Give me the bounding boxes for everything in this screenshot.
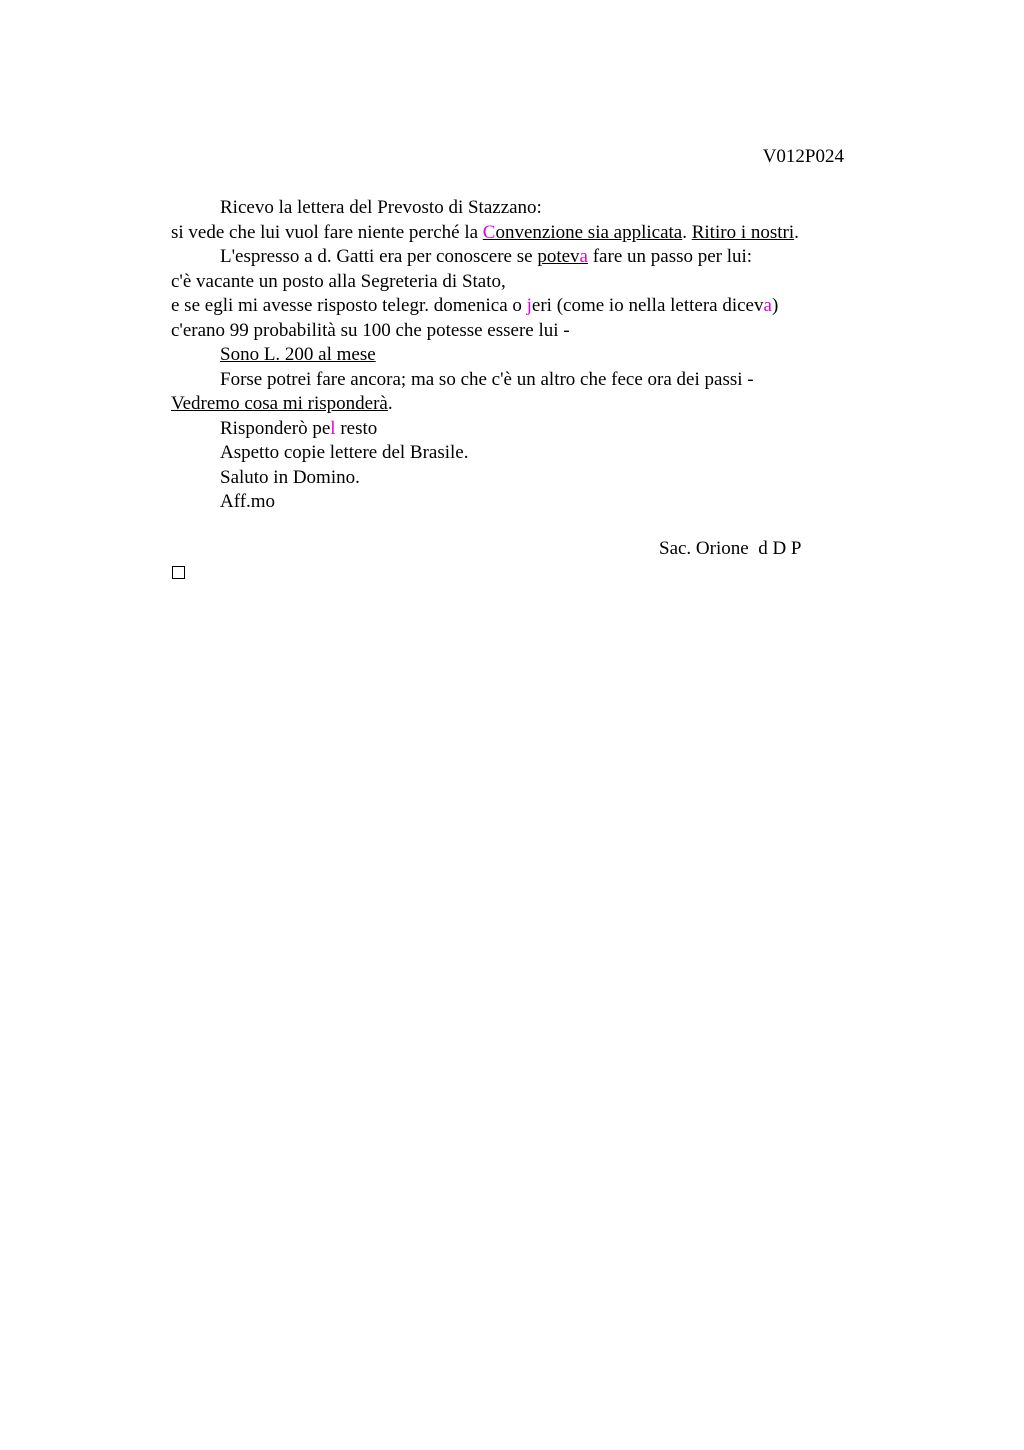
line-5-text-e: ): [771, 295, 779, 316]
correction-mark: j: [526, 295, 532, 316]
correction-mark: a: [579, 246, 588, 267]
line-4: c'è vacante un posto alla Segreteria di Stato,: [171, 270, 506, 292]
underlined-ritiro: Ritiro i nostri: [691, 221, 795, 243]
line-2-text-d: .: [682, 221, 692, 243]
underlined-poteva: [537, 246, 588, 267]
document-id: V012P024: [762, 146, 844, 167]
line-3-text-a: L'espresso a d. Gatti era per conoscere se: [220, 246, 538, 267]
line-10: [171, 417, 871, 442]
line-8: Forse potrei fare ancora; ma so che c'è un altro che fece ora dei passi -: [220, 368, 754, 390]
line-2-text-c: onvenzione sia applicata: [495, 221, 683, 243]
line-1: Ricevo la lettera del Prevosto di Stazzano:: [220, 197, 542, 218]
line-3-text-b: potev: [537, 246, 580, 267]
underlined-convenzione: [483, 222, 682, 243]
underlined-vedremo: Vedremo cosa mi risponderà: [171, 393, 388, 414]
correction-mark: l: [330, 417, 336, 439]
line-9: [171, 392, 871, 417]
correction-mark: C: [482, 221, 496, 243]
line-2: [171, 221, 871, 246]
line-10-text-c: resto: [335, 417, 378, 439]
line-10-text-a: Risponderò pe: [220, 417, 331, 439]
line-5-text-a: e se egli mi avesse risposto telegr. domenica o: [171, 295, 527, 316]
square-outline-icon: [172, 566, 185, 579]
line-13: Aff.mo: [220, 491, 276, 512]
letter-body: [171, 196, 871, 515]
signature: Sac. Orione d D P: [659, 538, 802, 559]
line-5: [171, 294, 871, 319]
line-3: [171, 245, 871, 270]
line-3-text-d: fare un passo per lui:: [587, 246, 753, 267]
line-5-text-c: eri (come io nella lettera dicev: [531, 295, 764, 316]
line-11: Aspetto copie lettere del Brasile.: [220, 442, 469, 463]
underlined-sono: Sono L. 200 al mese: [220, 344, 376, 365]
line-9-text-b: .: [387, 393, 393, 414]
line-2-text-f: .: [794, 221, 799, 243]
line-2-text-a: si vede che lui vuol fare niente perché la: [171, 221, 483, 243]
line-7: [171, 343, 871, 368]
correction-mark: a: [763, 295, 772, 316]
line-12: Saluto in Domino.: [220, 466, 360, 488]
line-6: c'erano 99 probabilità su 100 che potesse essere lui -: [171, 319, 570, 341]
